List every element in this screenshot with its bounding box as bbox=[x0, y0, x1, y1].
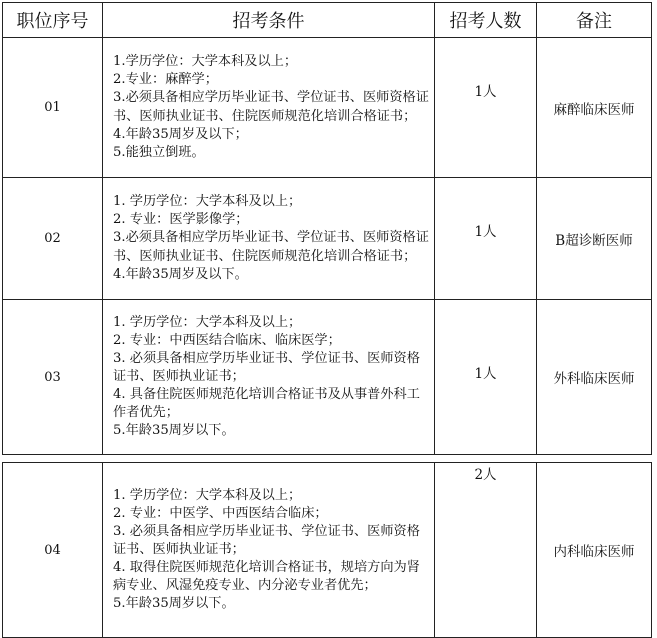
header-note: 备注 bbox=[537, 3, 652, 38]
header-row bbox=[3, 3, 652, 38]
table-row bbox=[3, 178, 652, 300]
conditions-cell bbox=[103, 178, 435, 300]
condition-line: 1.学历学位：大学本科及以上； bbox=[113, 54, 298, 70]
note-cell: 内科临床医师 bbox=[537, 463, 652, 638]
condition-line: 4. 具备住院医师规范化培训合格证书及从事普外科工作者优先； bbox=[113, 387, 420, 421]
condition-line: 2. 专业：中医学、中西医结合临床； bbox=[113, 505, 328, 521]
condition-line: 1. 学历学位：大学本科及以上； bbox=[113, 487, 302, 503]
recruitment-table-continued bbox=[2, 462, 652, 638]
condition-line: 3.必须具备相应学历毕业证书、学位证书、医师资格证书、医师执业证书、住院医师规范化培训合格证书； bbox=[113, 90, 429, 124]
condition-line: 3. 必须具备相应学历毕业证书、学位证书、医师资格证书、医师执业证书； bbox=[113, 350, 420, 384]
header-count: 招考人数 bbox=[435, 3, 537, 38]
condition-line: 2. 专业：中西医结合临床、临床医学； bbox=[113, 332, 341, 348]
table-row bbox=[3, 300, 652, 455]
condition-line: 4. 取得住院医师规范化培训合格证书，规培方向为肾病专业、风湿免疫专业、内分泌专业者优先； bbox=[113, 560, 420, 594]
note-cell: 麻醉临床医师 bbox=[537, 38, 652, 178]
condition-line: 3.必须具备相应学历毕业证书、学位证书、医师资格证书、医师执业证书、住院医师规范化培训合格证书； bbox=[113, 230, 429, 264]
header-position-no: 职位序号 bbox=[3, 3, 103, 38]
conditions-cell bbox=[103, 463, 435, 638]
condition-line: 5.能独立倒班。 bbox=[113, 144, 205, 160]
table-row bbox=[3, 38, 652, 178]
position-no: 02 bbox=[3, 178, 103, 300]
condition-line: 1. 学历学位：大学本科及以上； bbox=[113, 194, 302, 210]
conditions-cell bbox=[103, 300, 435, 455]
count-cell: 1人 bbox=[435, 300, 537, 455]
count-cell: 1人 bbox=[435, 38, 537, 178]
condition-line: 5.年龄35周岁以下。 bbox=[113, 596, 235, 612]
note-cell: 外科临床医师 bbox=[537, 300, 652, 455]
conditions-cell bbox=[103, 38, 435, 178]
table-row bbox=[3, 463, 652, 638]
condition-line: 1. 学历学位：大学本科及以上； bbox=[113, 314, 302, 330]
condition-line: 2.专业：麻醉学； bbox=[113, 72, 218, 88]
header-conditions: 招考条件 bbox=[103, 3, 435, 38]
condition-line: 4.年龄35周岁及以下。 bbox=[113, 266, 248, 282]
note-cell: B超诊断医师 bbox=[537, 178, 652, 300]
condition-line: 5.年龄35周岁以下。 bbox=[113, 423, 235, 439]
position-no: 03 bbox=[3, 300, 103, 455]
position-no: 01 bbox=[3, 38, 103, 178]
recruitment-table bbox=[2, 2, 652, 455]
condition-line: 4.年龄35周岁及以下； bbox=[113, 126, 248, 142]
count-cell: 1人 bbox=[435, 178, 537, 300]
position-no: 04 bbox=[3, 463, 103, 638]
count-cell: 2人 bbox=[435, 463, 537, 638]
condition-line: 3. 必须具备相应学历毕业证书、学位证书、医师资格证书、医师执业证书； bbox=[113, 523, 420, 557]
condition-line: 2. 专业：医学影像学； bbox=[113, 212, 249, 228]
